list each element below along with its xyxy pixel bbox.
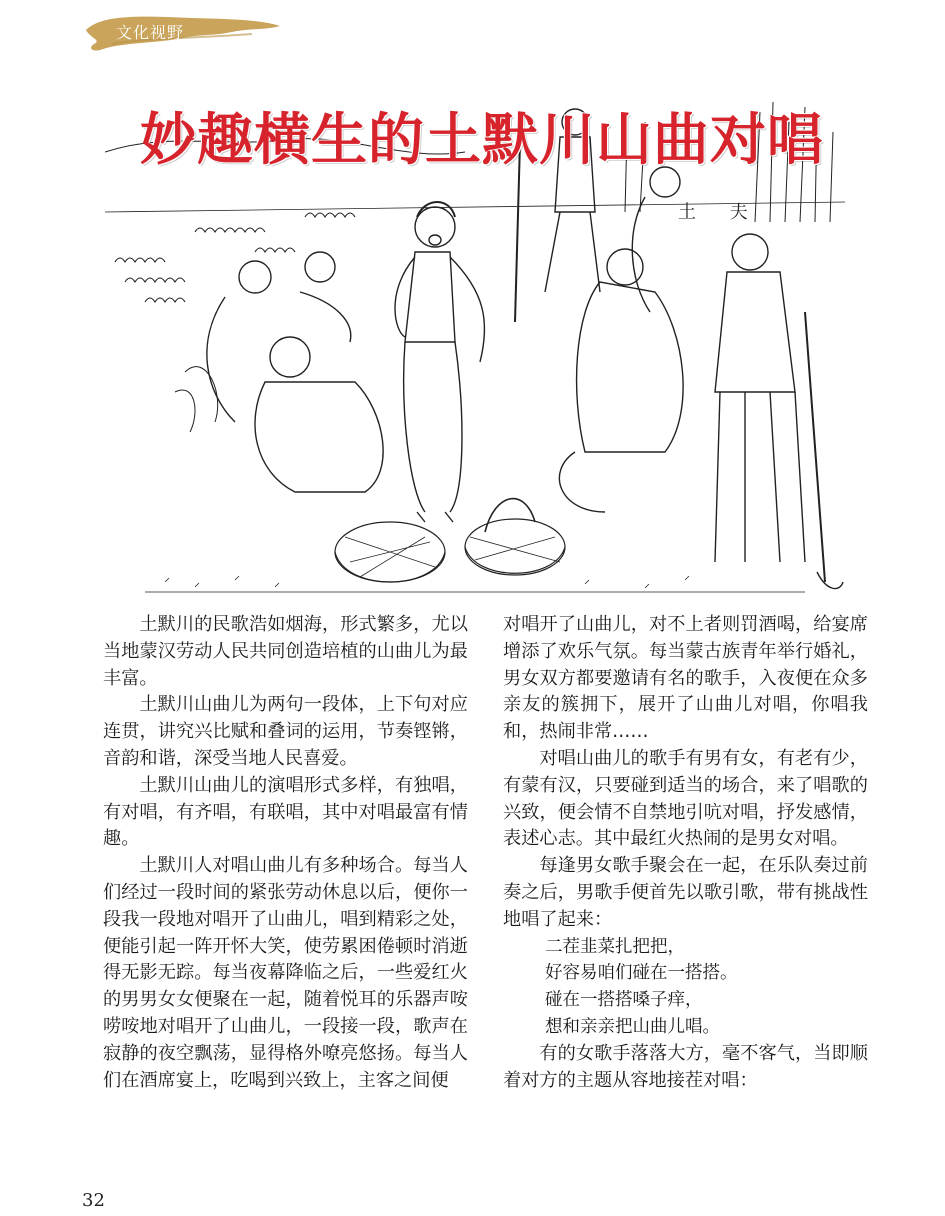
paragraph: 有的女歌手落落大方，毫不客气，当即顺着对方的主题从容地接茬对唱： xyxy=(503,1042,868,1091)
section-tag-label: 文化视野 xyxy=(116,23,185,42)
author-byline: 土 夫 xyxy=(678,202,762,223)
left-column xyxy=(103,612,468,1094)
section-tag xyxy=(82,8,282,54)
verse-line: 想和亲亲把山曲儿唱。 xyxy=(545,1016,720,1037)
paragraph: 对唱开了山曲儿，对不上者则罚酒喝，给宴席增添了欢乐气氛。每当蒙古族青年举行婚礼，男女双方都要邀请有名的歌手，入夜便在众多亲友的簇拥下，展开了山曲儿对唱，你唱我和，热闹非常…… xyxy=(503,614,868,743)
verse-line: 碰在一搭搭嗓子痒， xyxy=(545,990,703,1011)
page-number: 32 xyxy=(82,1190,105,1211)
paragraph: 土默川人对唱山曲儿有多种场合。每当人们经过一段时间的紧张劳动休息以后，便你一段我一段地对唱开了山曲儿，唱到精彩之处，便能引起一阵开怀大笑，使劳累困倦顿时消逝得无影无踪。每当夜幕降临之后，一些爱红火的男男女女便聚在一起，随着悦耳的乐器声咹唠咹地对唱开了山曲儿，一段接一段，歌声在寂静的夜空飘荡，显得格外嘹亮悠扬。每当人们在酒席宴上，吃喝到兴致上，主客之间便 xyxy=(103,855,468,1091)
verse-line: 二茬韭菜扎把把， xyxy=(545,936,685,957)
paragraph: 土默川的民歌浩如烟海，形式繁多，尤以当地蒙汉劳动人民共同创造培植的山曲儿为最丰富。 xyxy=(103,614,468,689)
verse-line: 好容易咱们碰在一搭搭。 xyxy=(545,963,738,984)
right-column xyxy=(503,612,868,1094)
paragraph: 对唱山曲儿的歌手有男有女，有老有少，有蒙有汉，只要碰到适当的场合，来了唱歌的兴致，便会情不自禁地引吭对唱，抒发感情，表述心志。其中最红火热闹的是男女对唱。 xyxy=(503,747,868,850)
paragraph: 土默川山曲儿为两句一段体，上下句对应连贯，讲究兴比赋和叠词的运用，节奏铿锵，音韵和谐，深受当地人民喜爱。 xyxy=(103,694,468,769)
paragraph: 土默川山曲儿的演唱形式多样，有独唱，有对唱，有齐唱，有联唱，其中对唱最富有情趣。 xyxy=(103,774,468,850)
article-title: 妙趣横生的土默川山曲对唱 xyxy=(140,108,824,173)
paragraph: 每逢男女歌手聚会在一起，在乐队奏过前奏之后，男歌手便首先以歌引歌，带有挑战性地唱了起来： xyxy=(503,855,868,930)
